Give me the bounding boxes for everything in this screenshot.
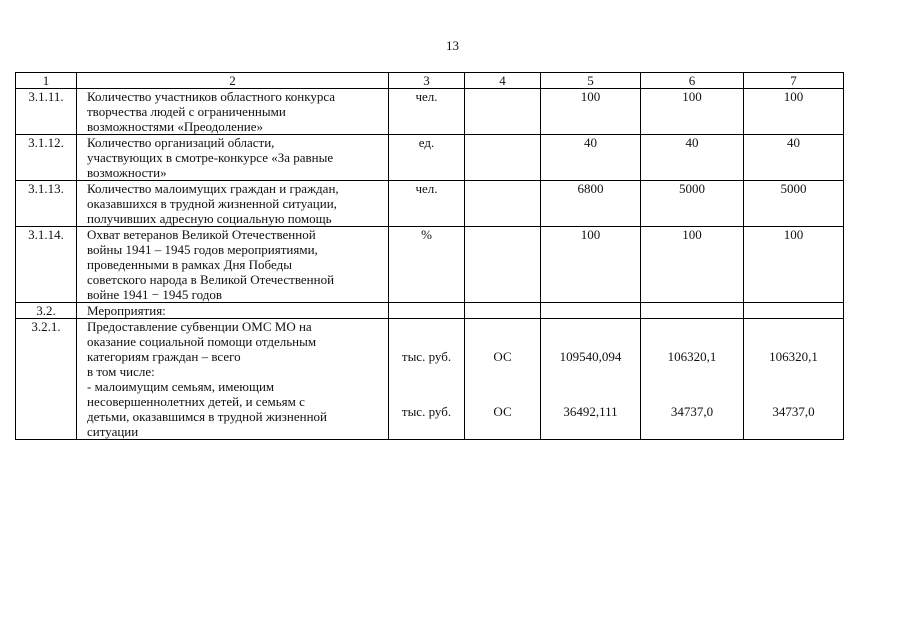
value-col5: 6800 xyxy=(541,181,641,227)
value-total: 106320,1 xyxy=(667,349,717,364)
description-line: несовершеннолетних детей, и семьям с xyxy=(87,394,305,409)
description-line: войне 1941 − 1945 годов xyxy=(87,287,222,302)
description-line: войны 1941 – 1945 годов мероприятиями, xyxy=(87,242,318,257)
description-line: Количество малоимущих граждан и граждан, xyxy=(87,181,339,196)
row-number: 3.2. xyxy=(16,303,77,319)
value-total: 106320,1 xyxy=(769,349,818,364)
value-col5 xyxy=(541,319,641,440)
description-line: ситуации xyxy=(87,424,139,439)
col-header: 3 xyxy=(389,73,465,89)
description-line: творчества людей с ограниченными xyxy=(87,104,286,119)
description-line: советского народа в Великой Отечественной xyxy=(87,272,335,287)
unit-cell xyxy=(389,319,465,440)
value-col5 xyxy=(541,303,641,319)
header-row xyxy=(16,73,844,89)
description-line: участвующих в смотре-конкурсе «За равные xyxy=(87,150,334,165)
description-line: оказание социальной помощи отдельным xyxy=(87,334,317,349)
table-row xyxy=(16,135,844,181)
value-col6: 5000 xyxy=(641,181,744,227)
table-row xyxy=(16,227,844,303)
value-col7 xyxy=(744,319,844,440)
value-sub: 34737,0 xyxy=(670,404,714,419)
value-col6: 40 xyxy=(641,135,744,181)
description-line: Охват ветеранов Великой Отечественной xyxy=(87,227,316,242)
value-col6 xyxy=(641,319,744,440)
source-sub: ОС xyxy=(493,404,512,419)
description-line: Количество участников областного конкурса xyxy=(87,89,336,104)
description-line: в том числе: xyxy=(87,364,155,379)
source-cell xyxy=(465,135,541,181)
page-number: 13 xyxy=(446,38,459,53)
unit-cell: % xyxy=(389,227,465,303)
description-line: оказавшихся в трудной жизненной ситуации, xyxy=(87,196,337,211)
description-line: - малоимущим семьям, имеющим xyxy=(87,379,275,394)
row-number: 3.1.11. xyxy=(16,89,77,135)
source-cell xyxy=(465,303,541,319)
unit-cell: чел. xyxy=(389,89,465,135)
description-line: возможностями «Преодоление» xyxy=(87,119,264,134)
unit-sub: тыс. руб. xyxy=(401,404,452,419)
unit-cell xyxy=(389,303,465,319)
value-col5: 40 xyxy=(541,135,641,181)
value-col5: 100 xyxy=(541,227,641,303)
source-cell xyxy=(465,89,541,135)
value-col7 xyxy=(744,303,844,319)
col-header: 7 xyxy=(744,73,844,89)
description-line: получивших адресную социальную помощь xyxy=(87,211,332,226)
row-description xyxy=(77,181,389,227)
table-row xyxy=(16,303,844,319)
unit-cell: чел. xyxy=(389,181,465,227)
col-header: 6 xyxy=(641,73,744,89)
value-col5: 100 xyxy=(541,89,641,135)
row-description xyxy=(77,227,389,303)
value-col6: 100 xyxy=(641,227,744,303)
value-col7: 5000 xyxy=(744,181,844,227)
row-description xyxy=(77,319,389,440)
value-sub: 36492,111 xyxy=(563,404,618,419)
unit-cell: ед. xyxy=(389,135,465,181)
value-col6 xyxy=(641,303,744,319)
value-sub: 34737,0 xyxy=(772,404,815,419)
description-line: возможности» xyxy=(87,165,167,180)
table-row xyxy=(16,89,844,135)
source-total: ОС xyxy=(493,349,512,364)
indicators-table xyxy=(15,72,844,440)
source-cell xyxy=(465,319,541,440)
description-line: проведенными в рамках Дня Победы xyxy=(87,257,292,272)
description-line: Мероприятия: xyxy=(87,303,166,318)
row-number: 3.1.13. xyxy=(16,181,77,227)
source-cell xyxy=(465,227,541,303)
description-line: категориям граждан – всего xyxy=(87,349,241,364)
value-col7: 100 xyxy=(744,89,844,135)
table-row xyxy=(16,181,844,227)
col-header: 4 xyxy=(465,73,541,89)
row-number: 3.1.14. xyxy=(16,227,77,303)
col-header: 1 xyxy=(16,73,77,89)
col-header: 2 xyxy=(77,73,389,89)
description-line: детьми, оказавшимся в трудной жизненной xyxy=(87,409,327,424)
unit-total: тыс. руб. xyxy=(401,349,452,364)
table-row xyxy=(16,319,844,440)
row-description xyxy=(77,303,389,319)
value-total: 109540,094 xyxy=(559,349,622,364)
value-col7: 100 xyxy=(744,227,844,303)
col-header: 5 xyxy=(541,73,641,89)
row-number: 3.2.1. xyxy=(16,319,77,440)
row-description xyxy=(77,135,389,181)
value-col6: 100 xyxy=(641,89,744,135)
row-description xyxy=(77,89,389,135)
description-line: Количество организаций области, xyxy=(87,135,275,150)
description-line: Предоставление субвенции ОМС МО на xyxy=(87,319,312,334)
row-number: 3.1.12. xyxy=(16,135,77,181)
source-cell xyxy=(465,181,541,227)
value-col7: 40 xyxy=(744,135,844,181)
